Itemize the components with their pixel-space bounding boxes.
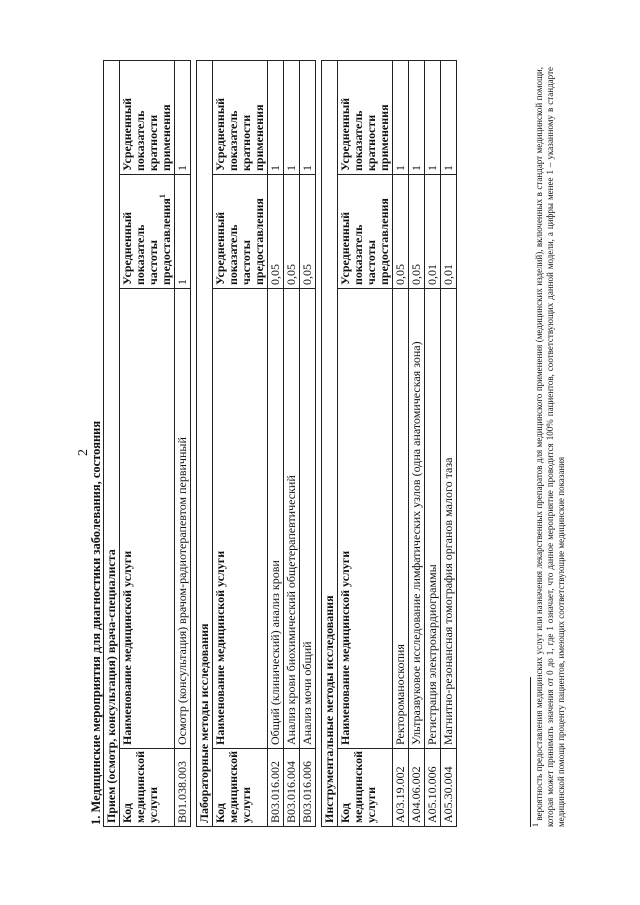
- service-code: B03.016.002: [268, 749, 284, 827]
- service-frequency: 0,05: [393, 175, 409, 289]
- header-frequency: Усредненный показатель частоты предоставления: [338, 175, 393, 289]
- service-code: B03.016.006: [300, 749, 316, 827]
- service-name: Ультразвуковое исследование лимфатических узлов (одна анатомическая зона): [409, 289, 425, 749]
- header-multiplicity: Усредненный показатель кратности применения: [120, 60, 175, 174]
- service-name: Осмотр (консультация) врачом-радиотерапевтом первичный: [175, 289, 191, 749]
- service-multiplicity: 1: [175, 60, 191, 174]
- header-code: Код медицинской услуги: [338, 749, 393, 827]
- table-header-row: [120, 60, 175, 826]
- service-multiplicity: 1: [393, 60, 409, 174]
- block-title: Лабораторные методы исследования: [197, 60, 213, 826]
- header-multiplicity: Усредненный показатель кратности применения: [213, 60, 268, 174]
- service-code: B03.016.004: [284, 749, 300, 827]
- table-row: [268, 60, 284, 826]
- footnote-mark: 1: [531, 823, 540, 827]
- service-multiplicity: 1: [284, 60, 300, 174]
- table-row: [409, 60, 425, 826]
- service-name: Общий (клинический) анализ крови: [268, 289, 284, 749]
- header-multiplicity: Усредненный показатель кратности применения: [338, 60, 393, 174]
- service-frequency: 1: [175, 175, 191, 289]
- block-title: Инструментальные методы исследования: [322, 60, 338, 826]
- services-table: [103, 60, 457, 827]
- service-frequency: 0,05: [284, 175, 300, 289]
- block-title-row: [197, 60, 213, 826]
- service-name: Анализ крови биохимический общетерапевтический: [284, 289, 300, 749]
- header-code: Код медицинской услуги: [213, 749, 268, 827]
- service-frequency: 0,05: [409, 175, 425, 289]
- footnote-reference: 1: [158, 194, 167, 199]
- footnote: [531, 67, 567, 827]
- service-frequency: 0,01: [425, 175, 441, 289]
- table-row: [175, 60, 191, 826]
- service-multiplicity: 1: [268, 60, 284, 174]
- service-frequency: 0,01: [441, 175, 457, 289]
- table-header-row: [213, 60, 268, 826]
- header-code: Код медицинской услуги: [120, 749, 175, 827]
- table-row: [284, 60, 300, 826]
- service-code: A04.06.002: [409, 749, 425, 827]
- table-row: [441, 60, 457, 826]
- block-title-row: [104, 60, 120, 826]
- header-name: Наименование медицинской услуги: [338, 289, 393, 749]
- service-frequency: 0,05: [268, 175, 284, 289]
- block-title: Прием (осмотр, консультация) врача-специалиста: [104, 60, 120, 826]
- service-frequency: 0,05: [300, 175, 316, 289]
- service-multiplicity: 1: [425, 60, 441, 174]
- header-frequency: Усредненный показатель частоты предоставления: [213, 175, 268, 289]
- header-name: Наименование медицинской услуги: [120, 289, 175, 749]
- service-multiplicity: 1: [441, 60, 457, 174]
- service-name: Ректороманоскопия: [393, 289, 409, 749]
- service-code: A05.10.006: [425, 749, 441, 827]
- service-name: Анализ мочи общий: [300, 289, 316, 749]
- document-content: [90, 67, 457, 827]
- service-code: A05.30.004: [441, 749, 457, 827]
- table-row: [425, 60, 441, 826]
- page-number: 2: [76, 449, 91, 456]
- service-code: B01.038.003: [175, 749, 191, 827]
- service-code: A03.19.002: [393, 749, 409, 827]
- table-header-row: [338, 60, 393, 826]
- service-multiplicity: 1: [300, 60, 316, 174]
- service-multiplicity: 1: [409, 60, 425, 174]
- table-row: [300, 60, 316, 826]
- header-name: Наименование медицинской услуги: [213, 289, 268, 749]
- service-name: Магнитно-резонансная томография органов малого таза: [441, 289, 457, 749]
- header-frequency: Усредненный показатель частоты предоставления$^1$: [120, 175, 175, 289]
- section-title: 1. Медицинские мероприятия для диагностики заболевания, состояния: [89, 420, 103, 825]
- block-title-row: [322, 60, 338, 826]
- service-name: Регистрация электрокардиограммы: [425, 289, 441, 749]
- footnote-text: вероятность предоставления медицинских услуг или назначения лекарственных препаратов для медицинского применения (медицинских изделий), включенных в стандарт медицинской помощи, которая может принимать значения от 0 до 1, где 1 означает, что данное мероприятие проводится 100% пациентов, соответствующих данной модели, а цифры менее 1 – указанному в стандарте медицинской помощи проценту пациентов, имеющих соответствующие медицинские показания: [534, 67, 566, 827]
- table-row: [393, 60, 409, 826]
- footnote-divider: [530, 677, 531, 827]
